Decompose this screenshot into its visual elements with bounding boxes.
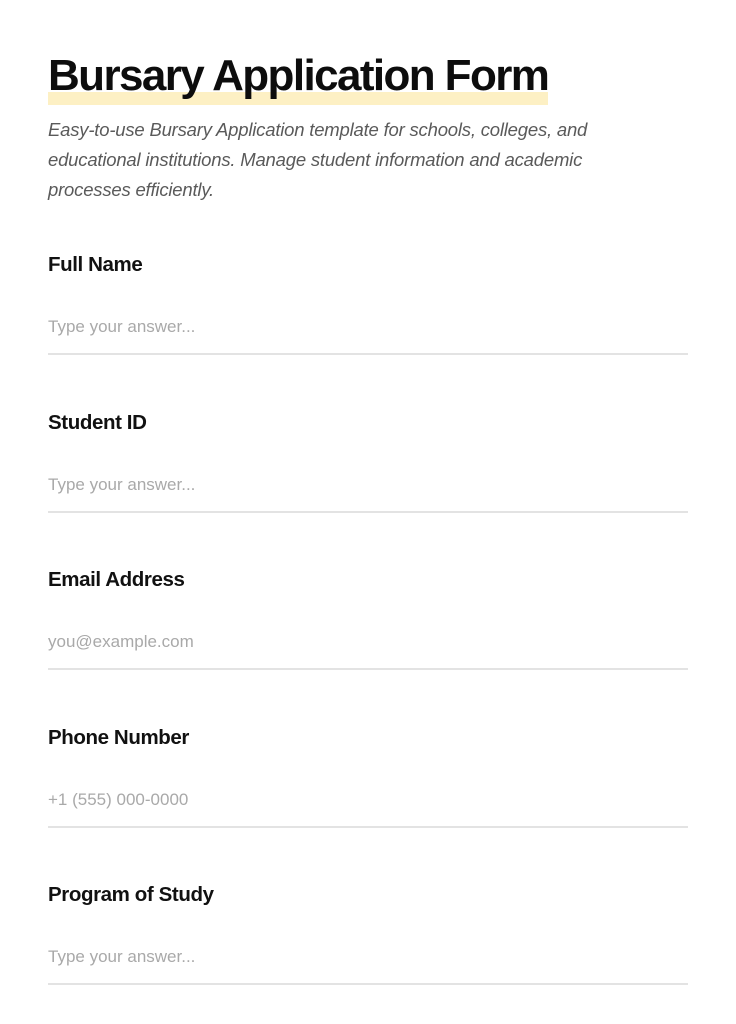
program-of-study-input[interactable] xyxy=(48,944,688,970)
field-underline xyxy=(48,668,688,670)
field-label: Student ID xyxy=(48,411,147,434)
field-underline xyxy=(48,511,688,513)
field-student-id xyxy=(48,410,688,513)
email-input[interactable] xyxy=(48,629,688,655)
form-description: Easy-to-use Bursary Application template for schools, colleges, and educational institutions. Manage student information and academic processes efficiently. xyxy=(48,119,588,200)
field-email-address xyxy=(48,567,688,670)
field-label: Full Name xyxy=(48,253,143,276)
field-program-of-study xyxy=(48,882,688,985)
field-underline xyxy=(48,826,688,828)
field-underline xyxy=(48,983,688,985)
field-full-name xyxy=(48,252,688,355)
student-id-input[interactable] xyxy=(48,472,688,498)
field-label: Program of Study xyxy=(48,883,214,906)
page-title: Bursary Application Form xyxy=(48,51,549,100)
field-underline xyxy=(48,353,688,355)
field-label: Phone Number xyxy=(48,726,189,749)
field-phone-number xyxy=(48,725,688,828)
phone-input[interactable] xyxy=(48,787,688,813)
field-label: Email Address xyxy=(48,568,185,591)
full-name-input[interactable] xyxy=(48,314,688,340)
title-block xyxy=(48,50,548,102)
